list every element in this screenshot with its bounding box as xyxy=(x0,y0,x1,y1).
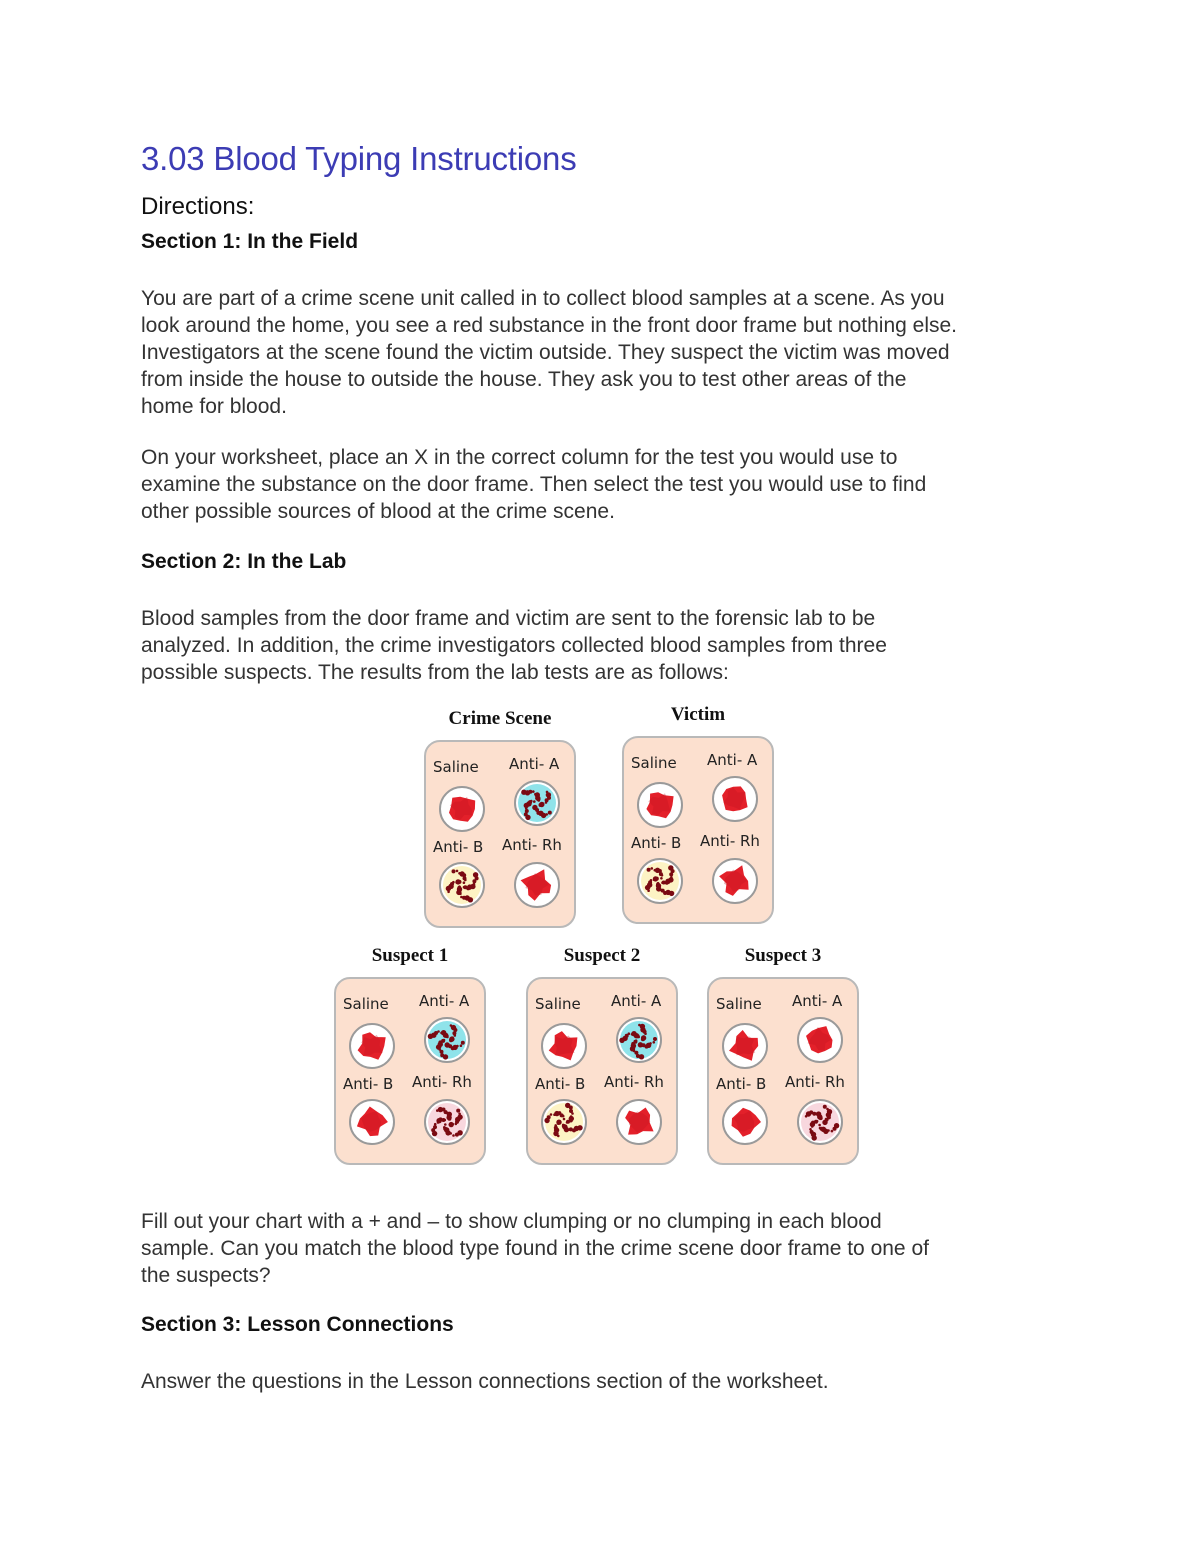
clump-dot xyxy=(631,1033,634,1036)
well-fill xyxy=(545,1103,583,1141)
clump-dot xyxy=(826,1108,829,1111)
clump-dot xyxy=(525,809,529,813)
reagent-label: Anti- Rh xyxy=(502,836,562,854)
sample-well-graphic xyxy=(714,778,756,820)
sample-well-smooth xyxy=(637,782,683,828)
reagent-label: Saline xyxy=(631,754,677,772)
clump-dot xyxy=(459,893,462,896)
clump-dot xyxy=(460,1044,463,1047)
clump-dot xyxy=(550,1113,553,1116)
clump-dot xyxy=(557,1135,560,1138)
clump-dot xyxy=(643,1035,646,1038)
reagent-label: Anti- Rh xyxy=(604,1073,664,1091)
clump-dot xyxy=(436,1109,439,1112)
clump-dot xyxy=(444,1127,449,1132)
clump-dot xyxy=(631,1043,636,1048)
clump-dot xyxy=(463,876,467,880)
sample-well-clumped xyxy=(637,858,683,904)
panel-suspect-3 xyxy=(707,945,859,1171)
clump-dot xyxy=(653,879,656,882)
clump-dot xyxy=(456,870,459,873)
sample-well-graphic xyxy=(441,788,483,830)
section-2-paragraph-2 xyxy=(141,1208,1081,1289)
sample-well-clumped xyxy=(439,862,485,908)
clump-dot xyxy=(557,1122,560,1125)
clump-dot xyxy=(821,1127,826,1132)
clump-dot xyxy=(443,1033,448,1038)
text-line: possible suspects. The results from the lab tests are as follows: xyxy=(141,661,729,684)
clump-dot xyxy=(463,881,466,884)
clump-dot xyxy=(811,1132,816,1137)
clump-dot xyxy=(651,867,654,870)
section-2-paragraph-1 xyxy=(141,605,1081,686)
clump-dot xyxy=(538,811,543,816)
clump-dot xyxy=(640,1027,645,1032)
clump-dot xyxy=(526,801,531,806)
clump-dot xyxy=(525,790,530,795)
clump-dot xyxy=(634,1051,638,1055)
clump-dot xyxy=(647,889,650,892)
text-line: Answer the questions in the Lesson connections section of the worksheet. xyxy=(141,1370,829,1393)
clump-dot xyxy=(452,1134,455,1137)
sample-well-clumped xyxy=(514,780,560,826)
clump-dot xyxy=(656,883,661,888)
sample-well-smooth xyxy=(712,858,758,904)
text-line: look around the home, you see a red substance in the front door frame but nothing else. xyxy=(141,314,958,337)
clump-dot xyxy=(560,1113,564,1117)
clump-dot xyxy=(472,879,476,883)
clump-dot xyxy=(449,1132,452,1135)
sample-well-clumped xyxy=(541,1099,587,1145)
clump-dot xyxy=(437,1121,440,1124)
section-3-paragraph-1 xyxy=(141,1368,1081,1395)
clump-dot xyxy=(566,1120,570,1124)
test-card xyxy=(707,977,859,1165)
reagent-label: Anti- B xyxy=(631,834,682,852)
clump-dot xyxy=(670,876,673,879)
clump-dot xyxy=(563,1118,566,1121)
clump-dot xyxy=(654,869,657,872)
text-line: sample. Can you match the blood type found in the crime scene door frame to one of xyxy=(141,1237,929,1260)
panel-title: Crime Scene xyxy=(448,708,552,729)
sample-well-clumped xyxy=(424,1017,470,1063)
clump-dot xyxy=(467,884,472,889)
sample-well-graphic xyxy=(639,860,681,902)
text-line: Fill out your chart with a + and – to show clumping or no clumping in each blood xyxy=(141,1210,882,1233)
text-line: other possible sources of blood at the crime scene. xyxy=(141,500,615,523)
sample-well-graphic xyxy=(351,1101,393,1143)
clump-dot xyxy=(473,883,476,886)
clump-dot xyxy=(434,1123,437,1126)
clump-dot xyxy=(443,1054,448,1059)
panel-title: Suspect 1 xyxy=(371,945,449,966)
text-line: examine the substance on the door frame. Then select the test you would use to find xyxy=(141,473,927,496)
clump-dot xyxy=(455,1117,460,1122)
clump-dot xyxy=(432,1131,437,1136)
reagent-label: Anti- Rh xyxy=(785,1073,845,1091)
reagent-label: Anti- A xyxy=(792,992,843,1010)
clump-dot xyxy=(653,1037,657,1041)
clump-dot xyxy=(448,1044,452,1048)
text-line: You are part of a crime scene unit called in to collect blood samples at a scene. As you xyxy=(141,287,945,310)
reagent-label: Anti- Rh xyxy=(700,832,760,850)
test-card xyxy=(334,977,486,1165)
section-1-paragraph-1 xyxy=(141,285,1081,420)
text-line: from inside the house to outside the house. They ask you to test other areas of the xyxy=(141,368,907,391)
clump-dot xyxy=(823,1105,827,1109)
sample-well-graphic xyxy=(714,860,756,902)
clump-dot xyxy=(569,1109,573,1113)
clump-dot xyxy=(639,1054,644,1059)
clump-dot xyxy=(452,869,456,873)
clump-dot xyxy=(634,1033,639,1038)
clump-dot xyxy=(456,1045,459,1048)
text-line: Blood samples from the door frame and victim are sent to the forensic lab to be xyxy=(141,607,876,630)
clump-dot xyxy=(565,1103,570,1108)
clump-dot xyxy=(452,1031,456,1035)
sample-well-graphic xyxy=(543,1101,585,1143)
sample-well-smooth xyxy=(712,776,758,822)
clump-dot xyxy=(441,1039,445,1043)
clump-dot xyxy=(473,872,478,877)
sample-well-clumped xyxy=(797,1099,843,1145)
sample-well-graphic xyxy=(516,864,558,906)
clump-dot xyxy=(818,1124,821,1127)
panel-title: Suspect 2 xyxy=(563,945,641,966)
clump-dot xyxy=(451,1123,454,1126)
sample-well-graphic xyxy=(724,1101,766,1143)
clump-dot xyxy=(659,872,663,876)
clump-dot xyxy=(622,1036,627,1041)
clump-dot xyxy=(562,1124,567,1129)
reagent-label: Anti- B xyxy=(433,838,484,856)
clump-dot xyxy=(433,1125,437,1129)
sample-well-graphic xyxy=(799,1101,841,1143)
clump-dot xyxy=(825,1118,829,1122)
clump-dot xyxy=(458,1113,461,1116)
panel-suspect-2 xyxy=(526,945,678,1171)
clump-dot xyxy=(463,885,467,889)
clump-dot xyxy=(633,1040,637,1044)
sample-well-smooth xyxy=(439,786,485,832)
clump-dot xyxy=(811,1125,814,1128)
text-line: Investigators at the scene found the victim outside. They suspect the victim was moved xyxy=(141,341,950,364)
clump-dot xyxy=(534,793,537,796)
section-2-heading: Section 2: In the Lab xyxy=(141,550,347,573)
sample-well-graphic xyxy=(618,1101,660,1143)
sample-well-graphic xyxy=(724,1025,766,1067)
clump-dot xyxy=(668,865,673,870)
clump-dot xyxy=(533,800,536,803)
clump-dot xyxy=(826,1112,831,1117)
sample-well-clumped xyxy=(424,1099,470,1145)
sample-well-smooth xyxy=(514,862,560,908)
text-line: analyzed. In addition, the crime investigators collected blood samples from three xyxy=(141,634,887,657)
clump-dot xyxy=(647,882,652,887)
clump-dot xyxy=(812,1112,816,1116)
sample-well-graphic xyxy=(799,1019,841,1061)
clump-dot xyxy=(638,1024,641,1027)
section-3-heading: Section 3: Lesson Connections xyxy=(141,1313,454,1336)
clump-dot xyxy=(457,1130,462,1135)
clump-dot xyxy=(456,1109,460,1113)
clump-dot xyxy=(548,811,552,815)
clump-dot xyxy=(574,1126,579,1131)
clump-dot xyxy=(535,795,540,800)
clump-dot xyxy=(457,887,462,892)
sample-well-clumped xyxy=(616,1017,662,1063)
sample-well-graphic xyxy=(441,864,483,906)
clump-dot xyxy=(553,1113,556,1116)
clump-dot xyxy=(660,877,663,880)
clump-dot xyxy=(827,1129,830,1132)
panel-suspect-1 xyxy=(334,945,486,1171)
sample-well-smooth xyxy=(541,1023,587,1069)
clump-dot xyxy=(450,1024,453,1027)
sample-well-smooth xyxy=(616,1099,662,1145)
clump-dot xyxy=(444,1110,448,1114)
clump-dot xyxy=(545,798,549,802)
panel-title: Victim xyxy=(670,704,726,725)
clump-dot xyxy=(442,1118,446,1122)
clump-dot xyxy=(805,1115,808,1118)
clump-dot xyxy=(465,895,470,900)
clump-dot xyxy=(834,1123,839,1128)
clump-dot xyxy=(455,881,458,884)
clump-dot xyxy=(458,872,461,875)
clump-dot xyxy=(461,1041,465,1045)
text-line: home for blood. xyxy=(141,395,287,418)
clump-dot xyxy=(532,790,535,793)
test-card xyxy=(424,740,576,928)
clump-dot xyxy=(451,1036,454,1039)
sample-well-graphic xyxy=(351,1025,393,1067)
directions-heading: Directions: xyxy=(141,193,255,220)
page-title: 3.03 Blood Typing Instructions xyxy=(141,140,577,177)
sample-well-graphic xyxy=(543,1025,585,1067)
clump-dot xyxy=(545,813,548,816)
sample-well-graphic xyxy=(426,1101,468,1143)
clump-dot xyxy=(544,1118,549,1123)
sample-well-graphic xyxy=(426,1019,468,1061)
clump-dot xyxy=(535,808,539,812)
clump-dot xyxy=(444,1123,447,1126)
text-line: the suspects? xyxy=(141,1264,271,1287)
sample-well-graphic xyxy=(639,784,681,826)
clump-dot xyxy=(448,884,453,889)
reagent-label: Anti- Rh xyxy=(412,1073,472,1091)
clump-dot xyxy=(440,1032,443,1035)
clump-dot xyxy=(649,1042,652,1045)
section-1-heading: Section 1: In the Field xyxy=(141,230,359,253)
reagent-label: Saline xyxy=(433,758,479,776)
panel-crime-scene xyxy=(424,708,576,934)
reagent-label: Saline xyxy=(716,995,762,1013)
panel-title: Suspect 3 xyxy=(744,945,822,966)
clump-dot xyxy=(669,872,673,876)
reagent-label: Saline xyxy=(535,995,581,1013)
well-fill xyxy=(801,1103,839,1141)
clump-dot xyxy=(446,1115,451,1120)
reagent-label: Anti- A xyxy=(509,755,560,773)
test-card xyxy=(622,736,774,924)
clump-dot xyxy=(569,1127,573,1131)
clump-dot xyxy=(447,891,450,894)
sample-well-smooth xyxy=(349,1023,395,1069)
reagent-label: Saline xyxy=(343,995,389,1013)
reagent-label: Anti- B xyxy=(535,1075,586,1093)
clump-dot xyxy=(814,1120,818,1124)
sample-well-smooth xyxy=(349,1099,395,1145)
sample-well-graphic xyxy=(516,782,558,824)
clump-dot xyxy=(817,1114,822,1119)
clump-dot xyxy=(431,1033,436,1038)
reagent-label: Anti- A xyxy=(611,992,662,1010)
sample-well-smooth xyxy=(722,1023,768,1069)
clump-dot xyxy=(525,815,530,820)
sample-well-smooth xyxy=(797,1017,843,1063)
reagent-label: Anti- B xyxy=(716,1075,767,1093)
clump-dot xyxy=(440,1050,444,1054)
clump-dot xyxy=(665,879,670,884)
reagent-label: Anti- B xyxy=(343,1075,394,1093)
clump-dot xyxy=(554,1127,559,1132)
clump-dot xyxy=(647,868,651,872)
test-card xyxy=(526,977,678,1165)
section-1-paragraph-2 xyxy=(141,444,1081,525)
clump-dot xyxy=(662,881,666,885)
sample-well-smooth xyxy=(722,1099,768,1145)
clump-dot xyxy=(665,890,670,895)
sample-well-graphic xyxy=(618,1019,660,1061)
text-line: On your worksheet, place an X in the correct column for the test you would use to xyxy=(141,446,898,469)
clump-dot xyxy=(661,889,665,893)
clump-dot xyxy=(438,1107,443,1112)
well-fill xyxy=(428,1021,466,1059)
panel-victim xyxy=(622,704,774,930)
reagent-label: Anti- A xyxy=(419,992,470,1010)
clump-dot xyxy=(542,802,545,805)
clump-dot xyxy=(570,1115,573,1118)
clump-dot xyxy=(653,1041,656,1044)
reagent-label: Anti- A xyxy=(707,751,758,769)
clump-dot xyxy=(546,791,549,794)
clump-dot xyxy=(642,1043,646,1047)
clump-dot xyxy=(831,1130,834,1133)
